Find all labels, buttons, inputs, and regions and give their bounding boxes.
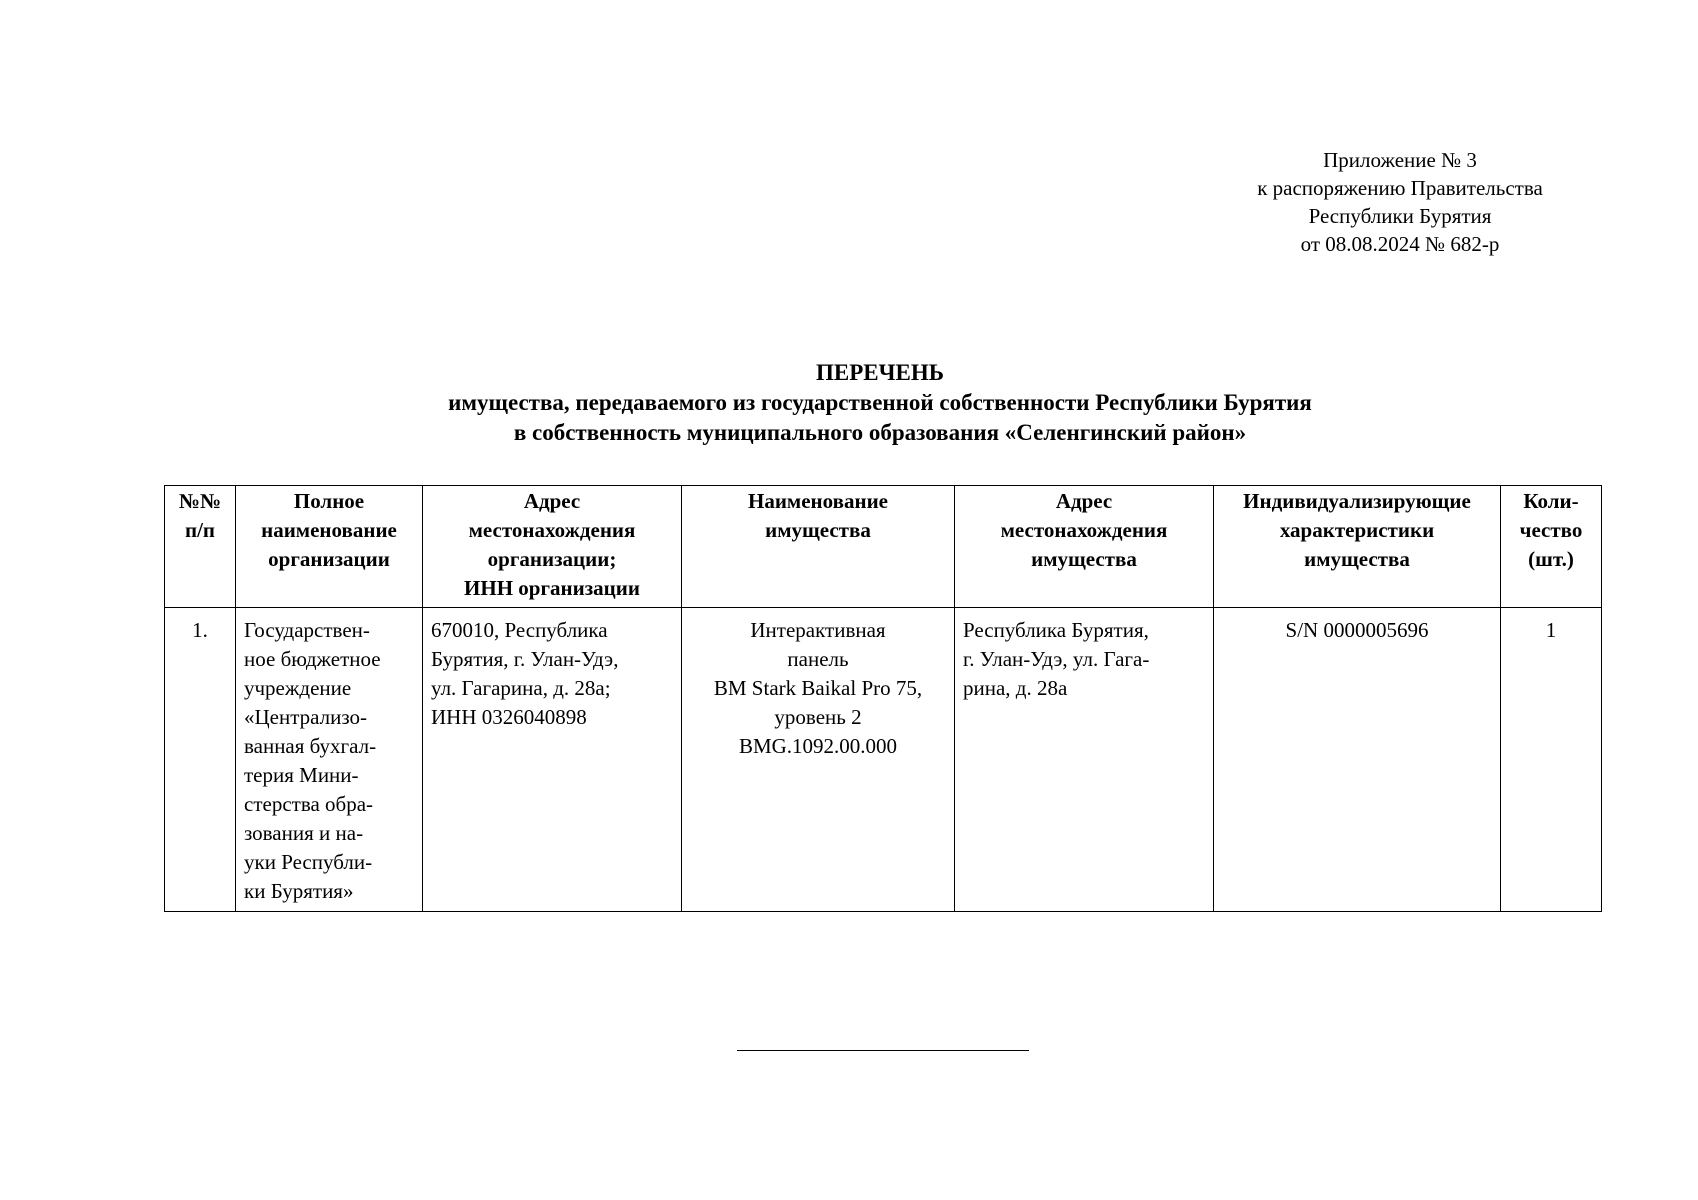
cell-line: Интерактивная — [750, 618, 886, 642]
header-line: местонахождения — [1000, 518, 1168, 542]
header-cell-property-address — [955, 486, 1214, 608]
cell-line: терия Мини- — [244, 763, 359, 787]
cell-line: ул. Гагарина, д. 28а; — [431, 676, 611, 700]
header-cell-org-name — [236, 486, 423, 608]
header-line: Индивидуализирующие — [1243, 489, 1471, 513]
footer-divider — [737, 1050, 1029, 1051]
header-line: наименование — [261, 518, 397, 542]
cell-line: стерства обра- — [244, 792, 374, 816]
cell-org-address — [423, 608, 682, 912]
cell-line: BMG.1092.00.000 — [738, 734, 898, 758]
header-line: Наименование — [748, 489, 888, 513]
cell-line: 1. — [192, 618, 208, 642]
cell-line: учреждение — [244, 676, 352, 700]
cell-line: ное бюджетное — [244, 647, 381, 671]
header-line: №№ — [178, 489, 222, 513]
header-line: организации; — [487, 547, 617, 571]
header-line: имущества — [765, 518, 871, 542]
header-line: Полное — [293, 489, 365, 513]
cell-line: ки Бурятия» — [244, 879, 354, 903]
appendix-reference — [1230, 146, 1570, 258]
title-subtitle-line: в собственность муниципального образования «Селенгинский район» — [513, 420, 1247, 445]
header-line: Адрес — [1055, 489, 1113, 513]
cell-line: Бурятия, г. Улан-Удэ, — [431, 647, 619, 671]
cell-line: г. Улан-Удэ, ул. Гага- — [963, 647, 1150, 671]
cell-line: Республика Бурятия, — [963, 618, 1149, 642]
cell-number — [165, 608, 236, 912]
cell-line: ИНН 0326040898 — [431, 705, 587, 729]
cell-characteristics — [1214, 608, 1501, 912]
header-cell-characteristics — [1214, 486, 1501, 608]
cell-quantity — [1501, 608, 1602, 912]
cell-line: S/N 0000005696 — [1285, 618, 1429, 642]
cell-property-name — [682, 608, 955, 912]
header-line: характеристики — [1279, 518, 1435, 542]
header-cell-quantity — [1501, 486, 1602, 608]
cell-line: зования и на- — [244, 821, 364, 845]
cell-line: рина, д. 28а — [963, 676, 1068, 700]
document-title — [0, 358, 1698, 448]
cell-line: панель — [787, 647, 849, 671]
cell-line: Государствен- — [244, 618, 370, 642]
property-table — [164, 485, 1602, 912]
header-line: п/п — [184, 518, 216, 542]
appendix-line: Приложение № 3 — [1323, 148, 1477, 172]
header-line: ИНН организации — [464, 576, 640, 600]
header-line: имущества — [1031, 547, 1137, 571]
cell-line: «Централизо- — [244, 705, 368, 729]
header-cell-org-address — [423, 486, 682, 608]
header-line: чество — [1519, 518, 1583, 542]
header-line: (шт.) — [1528, 547, 1574, 571]
title-heading: ПЕРЕЧЕНЬ — [816, 360, 944, 385]
header-line: организации — [268, 547, 390, 571]
appendix-line: Республики Бурятия — [1308, 204, 1492, 228]
cell-line: уки Республи- — [244, 850, 373, 874]
cell-line: 1 — [1545, 618, 1557, 642]
cell-line: BM Stark Baikal Pro 75, — [713, 676, 923, 700]
cell-line: уровень 2 — [774, 705, 862, 729]
cell-property-address — [955, 608, 1214, 912]
table-row — [165, 608, 1602, 912]
header-line: Адрес — [523, 489, 581, 513]
cell-line: ванная бухгал- — [244, 734, 377, 758]
cell-line: 670010, Республика — [431, 618, 608, 642]
header-cell-number — [165, 486, 236, 608]
cell-org-name — [236, 608, 423, 912]
appendix-line: от 08.08.2024 № 682-р — [1300, 232, 1500, 256]
header-line: местонахождения — [468, 518, 636, 542]
table-header-row — [165, 486, 1602, 608]
appendix-line: к распоряжению Правительства — [1257, 176, 1543, 200]
header-line: имущества — [1304, 547, 1410, 571]
header-cell-property-name — [682, 486, 955, 608]
title-subtitle-line: имущества, передаваемого из государственной собственности Республики Бурятия — [448, 390, 1312, 415]
header-line: Коли- — [1523, 489, 1579, 513]
